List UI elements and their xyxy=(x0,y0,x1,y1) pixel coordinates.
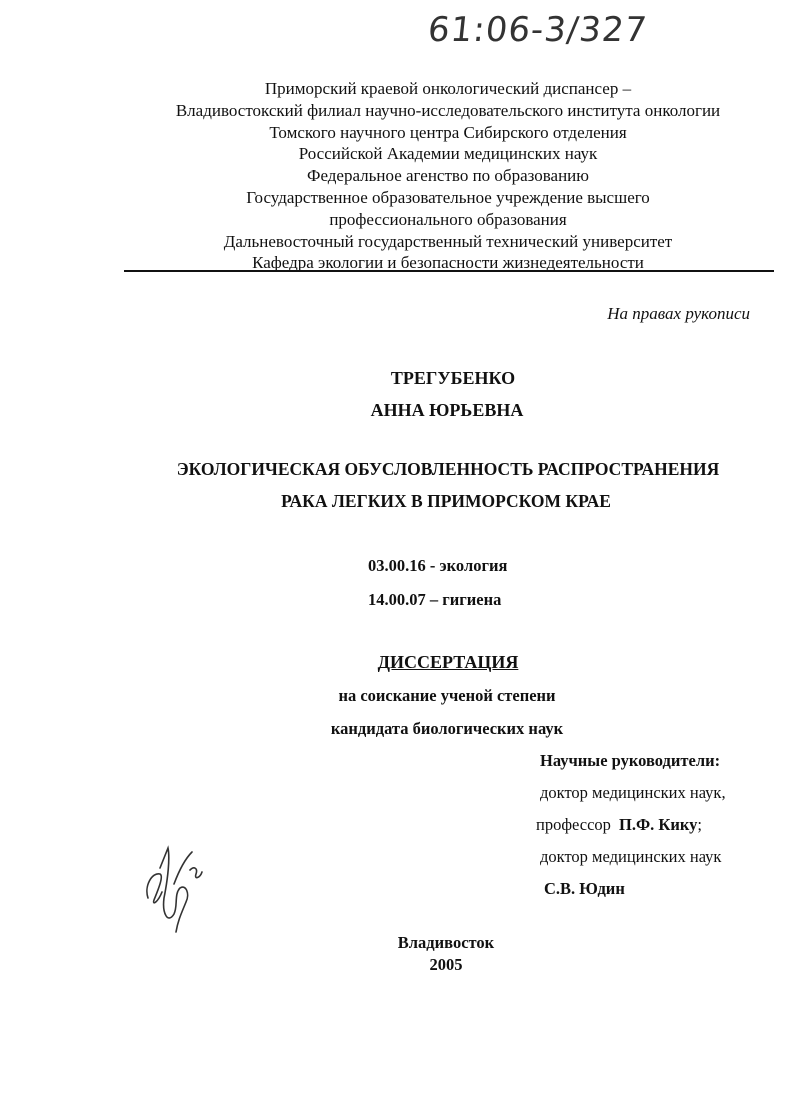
supervisors-heading: Научные руководители: xyxy=(540,751,721,770)
institution-line: Государственное образовательное учреждение высшего xyxy=(246,187,650,207)
institution-line: профессионального образования xyxy=(329,209,567,229)
institution-line: Кафедра экологии и безопасности жизнедеятельности xyxy=(252,253,644,273)
document-type: ДИССЕРТАЦИЯ xyxy=(377,652,519,672)
author-given-names: АННА ЮРЬЕВНА xyxy=(370,400,524,420)
manuscript-rights-note: На правах рукописи xyxy=(607,304,750,323)
specialty-ecology: 03.00.16 - экология xyxy=(368,556,508,575)
degree-line-1: на соискание ученой степени xyxy=(338,686,556,705)
institutions-block xyxy=(110,78,786,274)
author-surname: ТРЕГУБЕНКО xyxy=(390,368,516,388)
supervisor-1-name: П.Ф. Кику xyxy=(619,815,698,834)
specialty-hygiene: 14.00.07 – гигиена xyxy=(368,590,502,609)
thesis-title-line-2: РАКА ЛЕГКИХ В ПРИМОРСКОМ КРАЕ xyxy=(281,491,611,511)
institution-line: Приморский краевой онкологический диспансер – xyxy=(264,79,632,98)
institution-line: Дальневосточный государственный технический университет xyxy=(223,231,673,251)
supervisor-separator: ; xyxy=(697,815,702,834)
supervisor-1-rank: профессор xyxy=(536,815,611,834)
institution-line: Федеральное агенство по образованию xyxy=(307,166,589,186)
city: Владивосток xyxy=(397,933,495,952)
thesis-title-line-1: ЭКОЛОГИЧЕСКАЯ ОБУСЛОВЛЕННОСТЬ РАСПРОСТРАНЕНИЯ xyxy=(176,459,720,479)
institution-line: Томского научного центра Сибирского отделения xyxy=(269,122,627,142)
header-divider xyxy=(124,270,774,272)
year: 2005 xyxy=(429,955,463,974)
author-signature xyxy=(134,828,214,938)
archive-stamp: 61:06-3/327 xyxy=(425,10,650,50)
institution-line: Российской Академии медицинских наук xyxy=(298,144,598,164)
degree-line-2: кандидата биологических наук xyxy=(330,719,564,738)
supervisor-2-name: С.В. Юдин xyxy=(544,879,625,898)
supervisor-2-degree: доктор медицинских наук xyxy=(540,847,722,866)
institution-line: Владивостокский филиал научно-исследовательского института онкологии xyxy=(175,100,721,120)
supervisor-1-title-line xyxy=(536,815,702,835)
supervisor-1-degree: доктор медицинских наук, xyxy=(540,783,726,802)
